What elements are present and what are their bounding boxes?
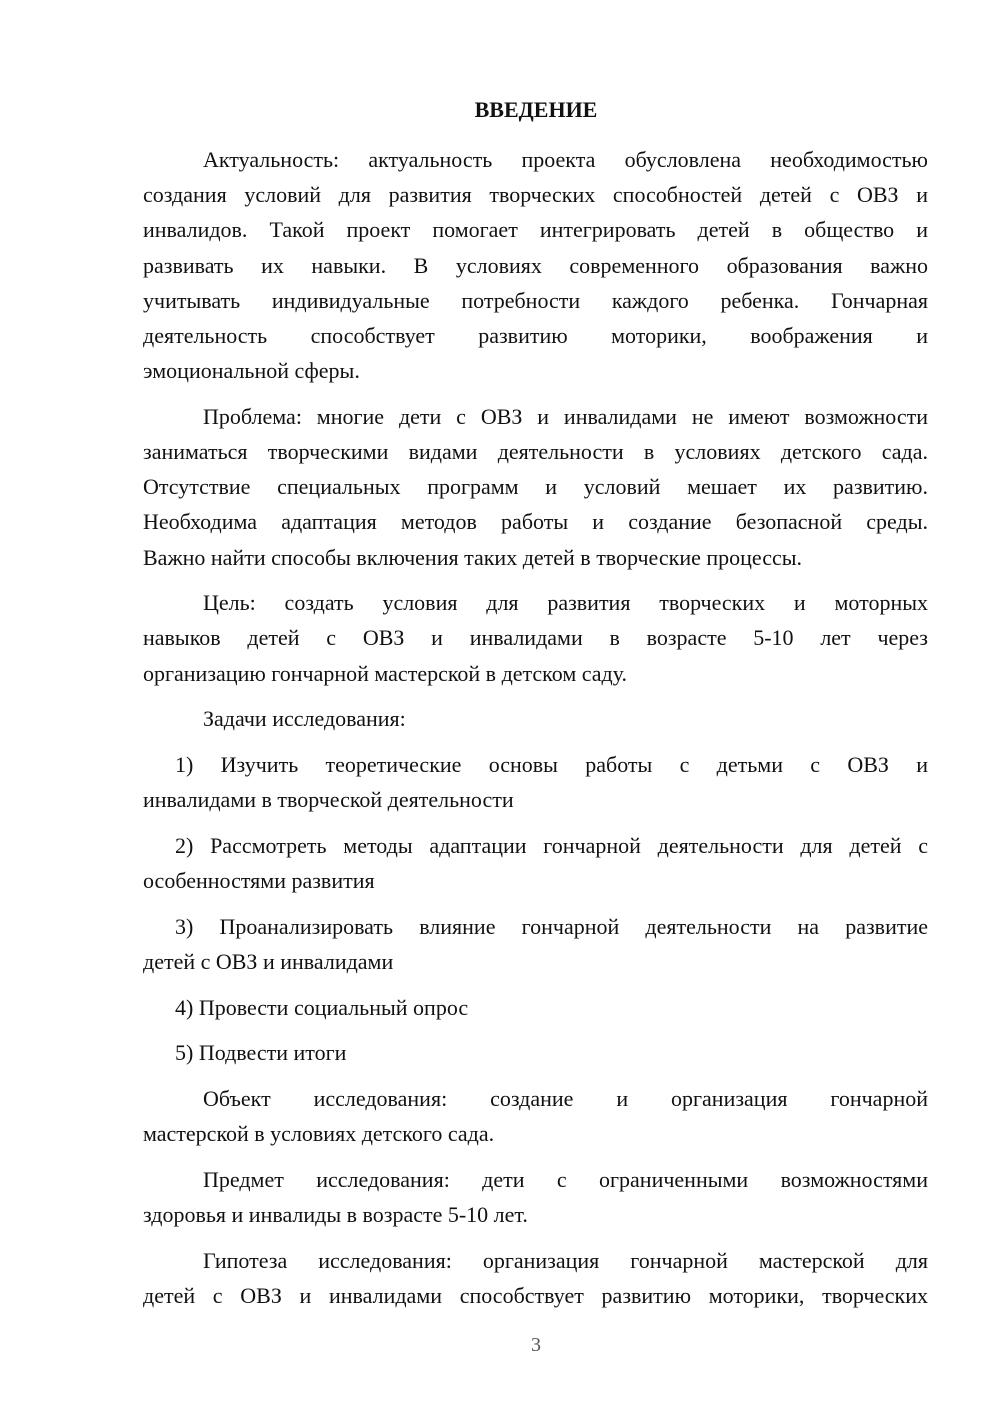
paragraph	[143, 1243, 928, 1313]
text-line: навыков детей с ОВЗ и инвалидами в возрасте 5-10 лет через	[143, 625, 928, 651]
paragraph	[143, 142, 928, 388]
page-number: 3	[531, 1334, 541, 1356]
paragraph	[143, 399, 928, 575]
text-line: детей с ОВЗ и инвалидами способствует развитию моторики, творческих	[143, 1282, 928, 1308]
paragraph	[143, 1162, 928, 1232]
text-line: Проблема: многие дети с ОВЗ и инвалидами не имеют возможности	[203, 403, 928, 429]
text-line: Гипотеза исследования: организация гончарной мастерской для	[203, 1247, 928, 1273]
text-line: Предмет исследования: дети с ограниченными возможностями	[203, 1166, 928, 1192]
text-line: 3) Проанализировать влияние гончарной деятельности на развитие	[175, 913, 928, 939]
text-line: Актуальность: актуальность проекта обусловлена необходимостью	[203, 147, 928, 172]
task-list-item	[143, 990, 928, 1025]
text-line: Объект исследования: создание и организация гончарной	[203, 1086, 928, 1111]
text-line: инвалидов. Такой проект помогает интегрировать детей в общество и	[143, 217, 928, 243]
text-line: 1) Изучить теоретические основы работы с детьми с ОВЗ и	[175, 752, 928, 777]
page-title: ВВЕДЕНИЕ	[474, 97, 598, 122]
text-line: эмоциональной сферы.	[143, 358, 360, 384]
paragraph	[143, 701, 928, 736]
text-line: 4) Провести социальный опрос	[175, 994, 469, 1020]
text-line: здоровья и инвалиды в возрасте 5-10 лет.	[143, 1202, 528, 1228]
text-line: особенностями развития	[143, 868, 375, 894]
text-line: развивать их навыки. В условиях современного образования важно	[143, 252, 928, 278]
text-line: 5) Подвести итоги	[175, 1040, 347, 1066]
text-line: Задачи исследования:	[203, 706, 406, 732]
text-line: деятельность способствует развитию моторики, воображения и	[143, 322, 928, 348]
task-list-item	[143, 828, 928, 898]
text-line: Отсутствие специальных программ и условий мешает их развитию.	[143, 474, 928, 500]
task-list-item	[143, 1035, 928, 1070]
task-list-item	[143, 909, 928, 979]
text-line: инвалидами в творческой деятельности	[143, 787, 514, 813]
paragraph	[143, 1081, 928, 1151]
paragraph	[143, 585, 928, 691]
task-list-item	[143, 747, 928, 817]
text-line: детей с ОВЗ и инвалидами	[143, 948, 394, 974]
text-line: создания условий для развития творческих способностей детей с ОВЗ и	[143, 182, 928, 208]
text-line: мастерской в условиях детского сада.	[143, 1121, 495, 1147]
text-line: заниматься творческими видами деятельности в условиях детского сада.	[143, 439, 928, 464]
text-line: учитывать индивидуальные потребности каждого ребенка. Гончарная	[143, 287, 928, 313]
text-line: Важно найти способы включения таких детей в творческие процессы.	[143, 544, 803, 570]
text-line: организацию гончарной мастерской в детском саду.	[143, 660, 628, 686]
text-line: Цель: создать условия для развития творческих и моторных	[203, 590, 928, 616]
document-body	[143, 142, 928, 1324]
text-line: 2) Рассмотреть методы адаптации гончарной деятельности для детей с	[175, 832, 928, 858]
text-line: Необходима адаптация методов работы и создание безопасной среды.	[143, 509, 928, 535]
